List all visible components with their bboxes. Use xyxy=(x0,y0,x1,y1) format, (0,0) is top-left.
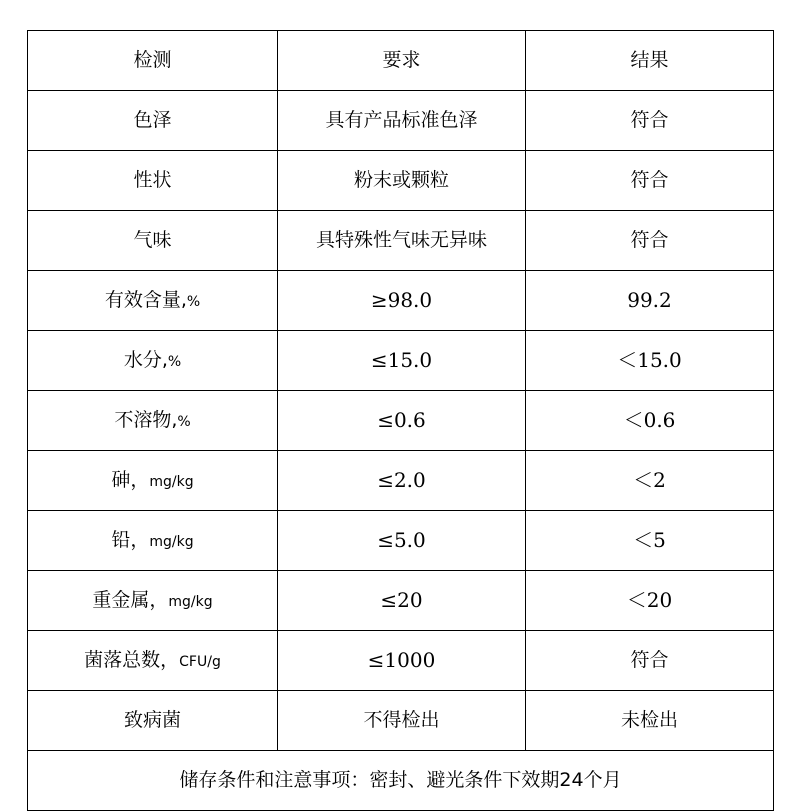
cell-result xyxy=(526,211,774,271)
result-text: ＜5 xyxy=(633,527,666,552)
table-row xyxy=(28,211,774,271)
result-text: 符合 xyxy=(630,108,669,131)
cell-test-name xyxy=(28,451,278,511)
table-body xyxy=(28,31,774,811)
test-name-unit: mg/kg xyxy=(168,593,213,610)
cell-result xyxy=(526,331,774,391)
cell-test-name xyxy=(28,91,278,151)
requirement-text: 不得检出 xyxy=(363,708,440,731)
table-row xyxy=(28,91,774,151)
cell-test-name xyxy=(28,271,278,331)
result-text: 未检出 xyxy=(620,708,678,731)
cell-requirement xyxy=(278,151,526,211)
test-name-text: 菌落总数， xyxy=(84,648,180,671)
result-text: ＜15.0 xyxy=(617,347,682,372)
table-row xyxy=(28,391,774,451)
cell-requirement xyxy=(278,391,526,451)
requirement-text: 具特殊性气味无异味 xyxy=(315,228,487,251)
test-name-text: 铅， xyxy=(111,528,150,551)
specification-table xyxy=(27,30,774,811)
requirement-text: 粉末或颗粒 xyxy=(353,168,449,191)
requirement-text: ≤0.6 xyxy=(377,407,426,432)
cell-requirement xyxy=(278,331,526,391)
test-name-unit: mg/kg xyxy=(149,473,194,490)
requirement-text: ≥98.0 xyxy=(370,287,433,312)
test-name-unit: % xyxy=(177,413,191,430)
table-row xyxy=(28,511,774,571)
result-text: ＜2 xyxy=(633,467,666,492)
result-text: 符合 xyxy=(630,648,669,671)
table-row xyxy=(28,331,774,391)
test-name-text: 有效含量, xyxy=(104,288,187,311)
requirement-text: ≤15.0 xyxy=(370,347,433,372)
cell-test-name xyxy=(28,151,278,211)
cell-test-name xyxy=(28,631,278,691)
cell-test-name xyxy=(28,571,278,631)
requirement-text: ≤2.0 xyxy=(377,467,426,492)
requirement-text: ≤1000 xyxy=(367,647,436,672)
cell-requirement xyxy=(278,91,526,151)
table-row xyxy=(28,631,774,691)
requirement-text: ≤20 xyxy=(380,587,423,612)
table-header-row xyxy=(28,31,774,91)
table-row xyxy=(28,271,774,331)
test-name-unit: % xyxy=(167,353,182,370)
test-name-text: 砷， xyxy=(111,468,150,491)
cell-test-name xyxy=(28,691,278,751)
cell-requirement xyxy=(278,271,526,331)
requirement-text: 具有产品标准色泽 xyxy=(325,108,478,131)
cell-requirement xyxy=(278,631,526,691)
cell-test-name xyxy=(28,391,278,451)
cell-result xyxy=(526,451,774,511)
result-text: 符合 xyxy=(630,228,669,251)
cell-test-name xyxy=(28,211,278,271)
cell-result xyxy=(526,151,774,211)
cell-test-name xyxy=(28,331,278,391)
test-name-text: 致病菌 xyxy=(123,708,181,731)
test-name-text: 色泽 xyxy=(133,108,172,131)
test-name-text: 气味 xyxy=(133,228,172,251)
cell-requirement xyxy=(278,211,526,271)
specification-table-container xyxy=(27,30,773,811)
test-name-unit: % xyxy=(186,293,201,310)
result-text: 符合 xyxy=(630,168,669,191)
test-name-unit: mg/kg xyxy=(149,533,194,550)
cell-result xyxy=(526,511,774,571)
cell-result xyxy=(526,571,774,631)
cell-test-name xyxy=(28,511,278,571)
storage-note: 储存条件和注意事项：密封、避光条件下效期24个月 xyxy=(28,751,774,811)
cell-result xyxy=(526,631,774,691)
test-name-text: 不溶物, xyxy=(114,408,178,431)
cell-requirement xyxy=(278,451,526,511)
table-footer-row xyxy=(28,751,774,811)
requirement-text: ≤5.0 xyxy=(377,527,426,552)
cell-requirement xyxy=(278,571,526,631)
cell-requirement xyxy=(278,691,526,751)
cell-result xyxy=(526,271,774,331)
result-text: ＜20 xyxy=(626,587,673,612)
test-name-text: 重金属， xyxy=(92,588,169,611)
cell-result xyxy=(526,91,774,151)
test-name-text: 性状 xyxy=(133,168,172,191)
table-row xyxy=(28,151,774,211)
result-text: 99.2 xyxy=(627,287,672,312)
column-header-requirement: 要求 xyxy=(278,31,526,91)
table-row xyxy=(28,451,774,511)
test-name-unit: CFU/g xyxy=(179,653,221,670)
column-header-test: 检测 xyxy=(28,31,278,91)
result-text: ＜0.6 xyxy=(623,407,676,432)
cell-result xyxy=(526,391,774,451)
test-name-text: 水分, xyxy=(123,348,168,371)
table-row xyxy=(28,691,774,751)
cell-result xyxy=(526,691,774,751)
cell-requirement xyxy=(278,511,526,571)
table-row xyxy=(28,571,774,631)
column-header-result: 结果 xyxy=(526,31,774,91)
